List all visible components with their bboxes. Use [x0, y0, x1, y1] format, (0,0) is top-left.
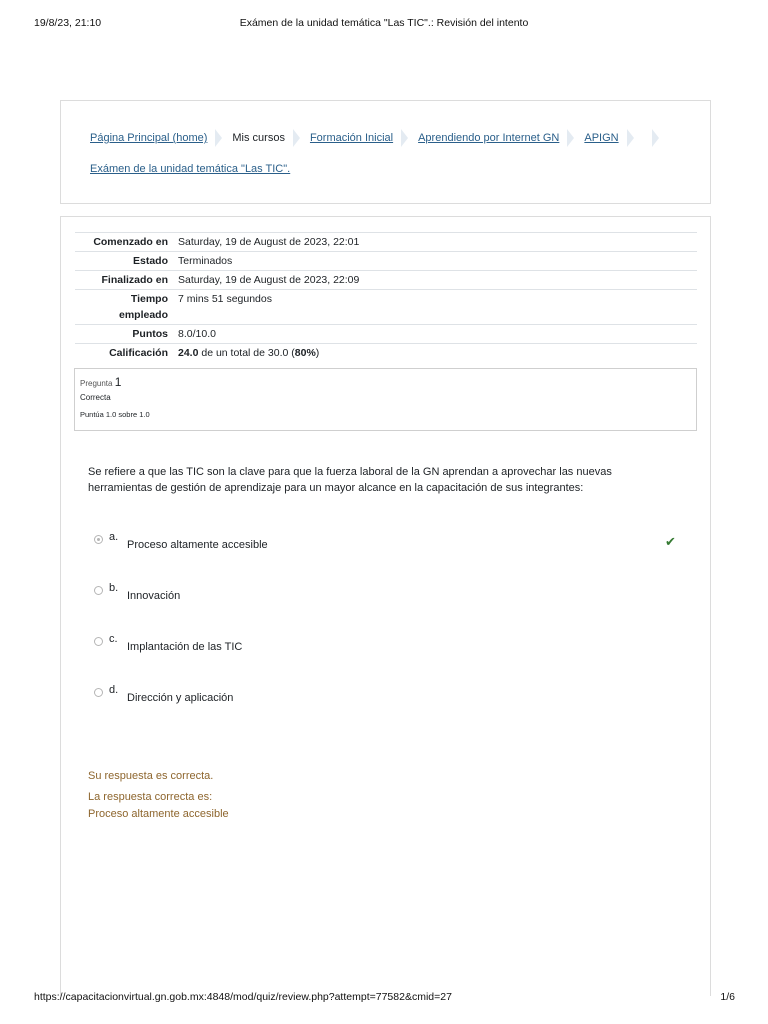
feedback-right-answer-label: La respuesta correcta es: [88, 791, 213, 803]
option-text: Proceso altamente accesible [127, 539, 268, 551]
option-text: Innovación [127, 590, 181, 602]
finished-value: Saturday, 19 de August de 2023, 22:09 [178, 274, 360, 286]
breadcrumb-quiz-link[interactable]: Exámen de la unidad temática "Las TIC". [90, 163, 291, 175]
print-page-title: Exámen de la unidad temática "Las TIC".: Revisión del intento [239, 17, 529, 29]
grade-value [175, 344, 697, 363]
radio-button-d[interactable] [94, 688, 103, 697]
feedback-correct: Su respuesta es correcta. [88, 770, 214, 782]
feedback-box [88, 768, 229, 823]
breadcrumb-my-courses: Mis cursos [232, 132, 285, 144]
grade-score: 24.0 [178, 347, 199, 359]
time-label-line1: Tiempo [130, 293, 168, 305]
chevron-right-icon [567, 129, 574, 147]
attempt-summary-table [75, 232, 697, 362]
breadcrumb-initial-training-link[interactable]: Formación Inicial [309, 132, 394, 144]
chevron-right-icon [652, 129, 659, 147]
question-label: Pregunta [80, 379, 113, 388]
table-row [75, 290, 697, 325]
question-number [80, 375, 691, 389]
feedback-right-answer: Proceso altamente accesible [88, 808, 229, 820]
navbar-card [60, 100, 711, 204]
time-label-line2: empleado [118, 309, 168, 321]
breadcrumb-home-link[interactable]: Página Principal (home) [90, 132, 208, 144]
table-row [75, 233, 697, 252]
option-text: Dirección y aplicación [127, 692, 234, 704]
state-value: Terminados [178, 255, 233, 267]
chevron-right-icon [401, 129, 408, 147]
question-text: Se refiere a que las TIC son la clave para que la fuerza laboral de la GN aprendan a aprovechar las nuevas herramientas de gestión de aprendizaje para un mayor alcance en la capacitación de sus integrantes: [88, 466, 612, 494]
print-page-number: 1/6 [720, 991, 735, 1003]
chevron-right-icon [215, 129, 222, 147]
question-info-box [74, 368, 697, 431]
started-label: Comenzado en [93, 236, 168, 248]
grade-percent: 80% [294, 347, 316, 359]
points-label: Puntos [132, 328, 168, 340]
radio-button-c[interactable] [94, 637, 103, 646]
breadcrumb [90, 129, 700, 178]
print-footer [0, 991, 768, 1007]
finished-label: Finalizado en [101, 274, 168, 286]
chevron-right-icon [627, 129, 634, 147]
breadcrumb-apign-link[interactable]: APIGN [584, 132, 619, 144]
option-letter: b. [109, 582, 119, 594]
option-letter: d. [109, 684, 119, 696]
table-row [75, 325, 697, 344]
grade-close: ) [315, 347, 320, 359]
state-label: Estado [132, 255, 168, 267]
question-number-value: 1 [114, 375, 122, 389]
check-icon: ✔ [665, 534, 676, 549]
radio-button-a[interactable] [94, 535, 103, 544]
table-row [75, 344, 697, 363]
option-letter: c. [109, 633, 118, 645]
option-text: Implantación de las TIC [127, 641, 243, 653]
breadcrumb-course-link[interactable]: Aprendiendo por Internet GN [418, 132, 560, 144]
chevron-right-icon [293, 129, 300, 147]
question-state: Correcta [80, 393, 111, 402]
time-value: 7 mins 51 segundos [178, 293, 272, 305]
option-letter: a. [109, 531, 119, 543]
table-row [75, 252, 697, 271]
grade-label: Calificación [109, 347, 168, 359]
points-value: 8.0/10.0 [178, 328, 216, 340]
question-grade: Puntúa 1.0 sobre 1.0 [80, 410, 150, 419]
grade-total: de un total de 30.0 ( [198, 347, 295, 359]
table-row [75, 271, 697, 290]
print-header [0, 17, 768, 33]
started-value: Saturday, 19 de August de 2023, 22:01 [178, 236, 360, 248]
quiz-review-card [60, 216, 711, 996]
time-label [75, 290, 175, 325]
print-datetime: 19/8/23, 21:10 [34, 17, 102, 29]
radio-button-b[interactable] [94, 586, 103, 595]
print-url: https://capacitacionvirtual.gn.gob.mx:4848/mod/quiz/review.php?attempt=77582&cmid=27 [34, 991, 452, 1003]
